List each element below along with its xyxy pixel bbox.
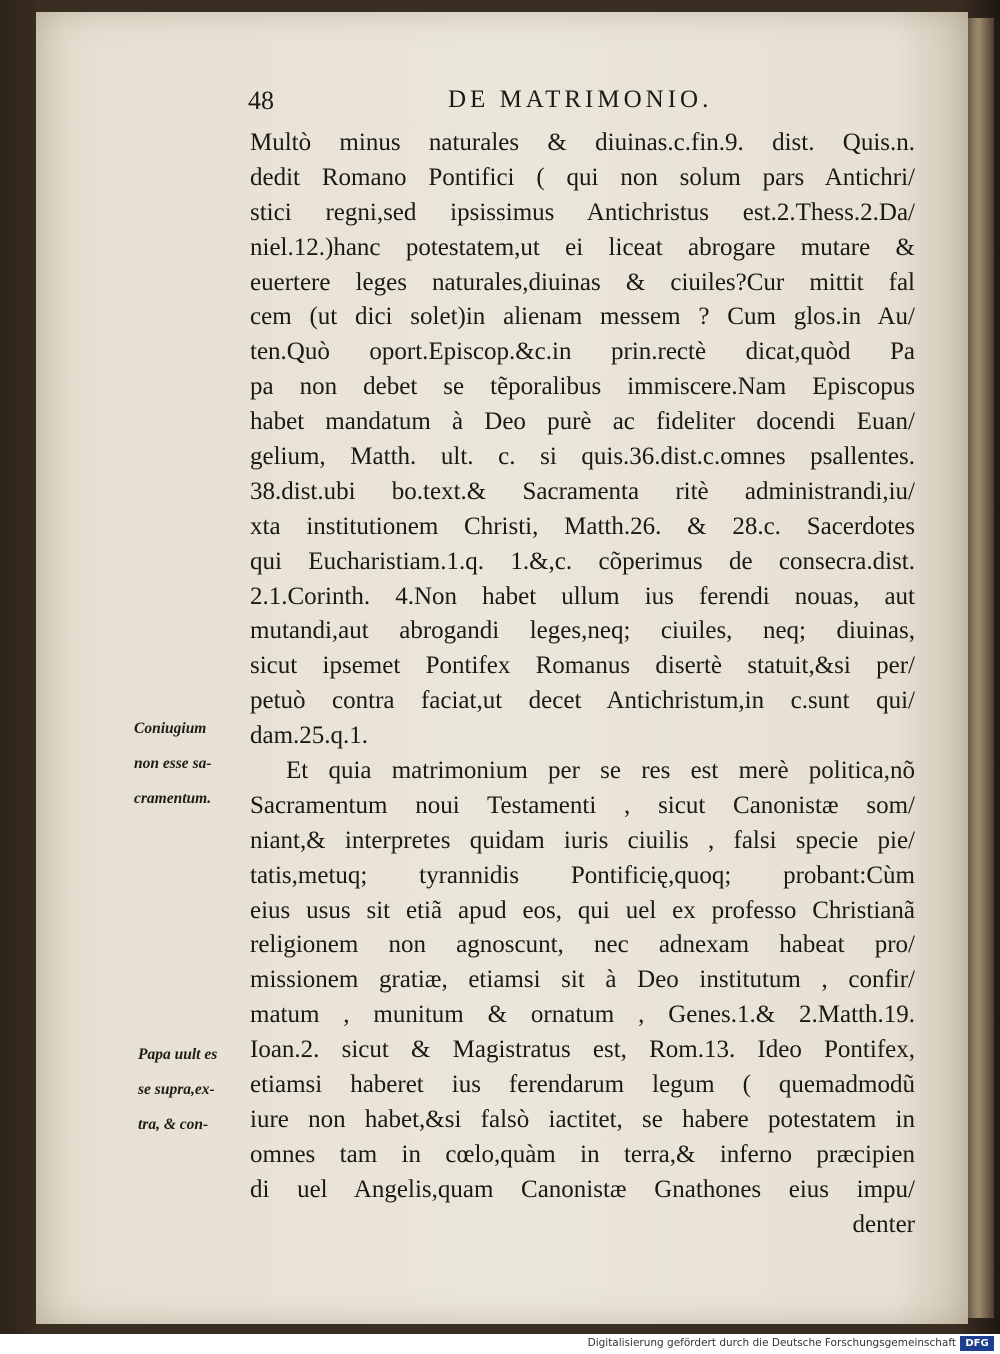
marginal-line: non esse sa- xyxy=(134,754,212,772)
text-line: qui Eucharistiam.1.q. 1.&,c. cõperimus de consecra.dist. xyxy=(250,547,915,575)
text-line: pa non debet se tẽporalibus immiscere.Nam Episcopus xyxy=(250,373,915,401)
text-line: di uel Angelis,quam Canonistæ Gnathones eius impu/ xyxy=(250,1175,915,1203)
text-line: omnes tam in cœlo,quàm in terra,& inferno præcipien xyxy=(250,1140,915,1168)
paragraph-start-line: Et quia matrimonium per se res est merè politica,nõ xyxy=(286,757,915,785)
text-line: stici regni,sed ipsissimus Antichristus est.2.Thess.2.Da/ xyxy=(250,198,915,226)
text-line: eius usus sit etiã apud eos, qui uel ex professo Christianã xyxy=(250,896,915,924)
text-line: dedit Romano Pontifici ( qui non solum pars Antichri/ xyxy=(250,163,915,191)
marginal-line: Coniugium xyxy=(134,720,207,737)
catchword: denter xyxy=(852,1210,915,1238)
marginal-line: tra, & con- xyxy=(138,1115,209,1133)
text-line: gelium, Matth. ult. c. si quis.36.dist.c.omnes psallentes. xyxy=(250,443,915,471)
text-line: matum , munitum & ornatum , Genes.1.& 2.Matth.19. xyxy=(250,1001,915,1029)
text-line: religionem non agnoscunt, nec adnexam habeat pro/ xyxy=(250,931,915,959)
text-line: tatis,metuq; tyrannidis Pontificię,quoq; probant:Cùm xyxy=(250,861,915,889)
text-line: xta institutionem Christi, Matth.26. & 28.c. Sacerdotes xyxy=(250,512,915,540)
text-line: mutandi,aut abrogandi leges,neq; ciuiles, neq; diuinas, xyxy=(250,617,915,645)
marginal-note-coniugium xyxy=(134,712,212,817)
text-line: habet mandatum à Deo purè ac fideliter docendi Euan/ xyxy=(250,408,915,436)
book-edge xyxy=(968,18,994,1318)
text-line: sicut ipsemet Pontifex Romanus disertè statuit,&si per/ xyxy=(250,652,915,680)
footer-bar xyxy=(0,1334,1000,1354)
page-header xyxy=(248,86,718,126)
running-head: DE MATRIMONIO. xyxy=(448,86,713,113)
marginal-line: cramentum. xyxy=(134,789,212,807)
text-line: 38.dist.ubi bo.text.& Sacramenta ritè administrandi,iu/ xyxy=(250,477,915,505)
text-line: petuò contra faciat,ut decet Antichristum,in c.sunt qui/ xyxy=(250,687,915,715)
marginal-line: se supra,ex- xyxy=(138,1080,215,1098)
text-line: missionem gratiæ, etiamsi sit à Deo institutum , confir/ xyxy=(250,966,915,994)
body-text xyxy=(250,126,915,1243)
page-number: 48 xyxy=(248,86,274,115)
dfg-logo: DFG xyxy=(960,1336,994,1351)
text-line: etiamsi haberet ius ferendarum legum ( quemadmodũ xyxy=(250,1071,915,1099)
marginal-line: Papa uult es xyxy=(138,1046,218,1063)
text-line: iure non habet,&si falsò iactitet, se habere potestatem in xyxy=(250,1105,915,1133)
text-line: Sacramentum noui Testamenti , sicut Canonistæ som/ xyxy=(250,791,915,819)
text-line: 2.1.Corinth. 4.Non habet ullum ius ferendi nouas, aut xyxy=(250,582,915,610)
text-line: dam.25.q.1. xyxy=(250,722,369,750)
text-line: euertere leges naturales,diuinas & ciuiles?Cur mittit fal xyxy=(250,268,915,296)
text-line: cem (ut dici solet)in alienam messem ? Cum glos.in Au/ xyxy=(250,303,915,331)
text-line: Ioan.2. sicut & Magistratus est, Rom.13. Ideo Pontifex, xyxy=(250,1036,915,1064)
text-line: niant,& interpretes quidam iuris ciuilis , falsi specie pie/ xyxy=(250,826,915,854)
text-line: niel.12.)hanc potestatem,ut ei liceat abrogare mutare & xyxy=(250,233,915,261)
text-line: ten.Quò oport.Episcop.&c.in prin.rectè dicat,quòd Pa xyxy=(250,338,915,366)
marginal-note-papa xyxy=(138,1038,217,1143)
text-line: Multò minus naturales & diuinas.c.fin.9. dist. Quis.n. xyxy=(250,129,915,156)
digitization-credit: Digitalisierung gefördert durch die Deutsche Forschungsgemeinschaft xyxy=(587,1337,956,1349)
